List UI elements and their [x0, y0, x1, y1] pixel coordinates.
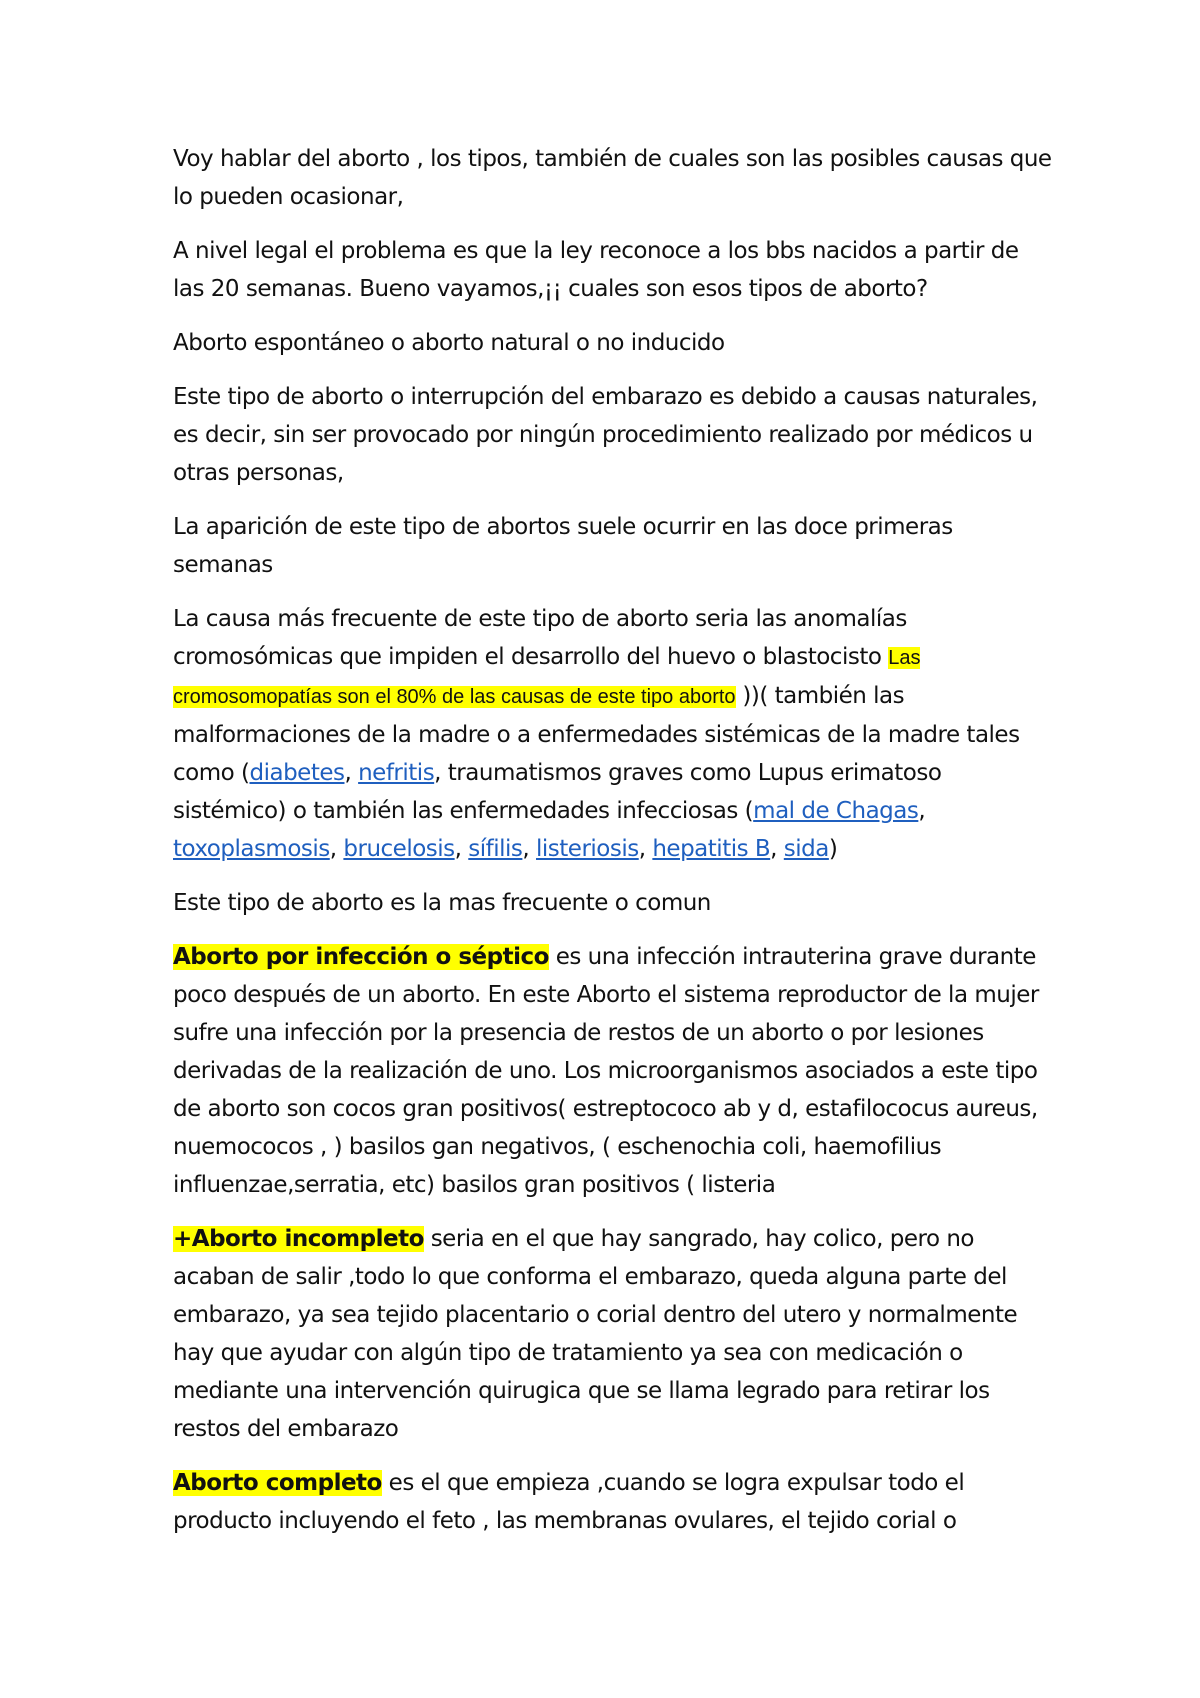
- incomplete-text: seria en el que hay sangrado, hay colico, pero no acaban de salir ,todo lo que conforma el embarazo, queda alguna parte del embarazo, ya sea tejido placentario o corial dentro del utero y normalmente hay que ayudar con algún tipo de tratamiento ya sea con medicación o mediante una intervención quirugica que se llama legrado para retirar los restos del embarazo: [173, 1226, 1018, 1442]
- separator: ,: [522, 836, 537, 862]
- separator: ,: [329, 836, 344, 862]
- paragraph-intro: Voy hablar del aborto , los tipos, también de cuales son las posibles causas que lo pueden ocasionar,: [173, 146, 1052, 210]
- causes-text-2: ))( también las malformaciones de la madre o a enfermedades sistémicas de la madre tales como (: [173, 683, 1020, 786]
- link-diabetes[interactable]: diabetes: [249, 760, 345, 786]
- paragraph-causes: [173, 600, 1053, 868]
- closing-paren: ): [828, 836, 838, 862]
- septic-text: es una infección intrauterina grave durante poco después de un aborto. En este Aborto el sistema reproductor de la mujer sufre una infección por la presencia de restos de un aborto o por lesiones derivadas de la realización de uno. Los microorganismos asociados a este tipo de aborto son cocos gran positivos( estreptococo ab y d, estafilococus aureus, nuemococos , ) basilos gan negativos, ( eschenochia coli, haemofilius influenzae,serratia, etc) basilos gran positivos ( listeria: [173, 944, 1039, 1198]
- separator: ,: [770, 836, 784, 862]
- separator: ,: [344, 760, 359, 786]
- paragraph-occurrence: La aparición de este tipo de abortos suele ocurrir en las doce primeras semanas: [173, 514, 953, 578]
- paragraph-septic: [173, 938, 1053, 1204]
- separator: ,: [638, 836, 653, 862]
- paragraph-most-common: Este tipo de aborto es la mas frecuente o comun: [173, 890, 711, 916]
- link-sifilis[interactable]: sífilis: [468, 836, 523, 862]
- paragraph-legal: A nivel legal el problema es que la ley reconoce a los bbs nacidos a partir de las 20 semanas. Bueno vayamos,¡¡ cuales son esos tipos de aborto?: [173, 238, 1019, 302]
- document-page: [173, 140, 1053, 1556]
- heading-complete-abortion: Aborto completo: [173, 1470, 382, 1496]
- link-mal-de-chagas[interactable]: mal de Chagas: [753, 798, 919, 824]
- paragraph-spontaneous-desc: Este tipo de aborto o interrupción del embarazo es debido a causas naturales, es decir, sin ser provocado por ningún procedimiento realizado por médicos u otras personas,: [173, 384, 1038, 486]
- link-nefritis[interactable]: nefritis: [358, 760, 435, 786]
- paragraph-spontaneous-title: Aborto espontáneo o aborto natural o no inducido: [173, 330, 725, 356]
- causes-text-1: La causa más frecuente de este tipo de aborto seria las anomalías cromosómicas que impiden el desarrollo del huevo o blastocisto: [173, 606, 907, 670]
- causes-text-3: , traumatismos graves como Lupus erimatoso sistémico) o también las enfermedades infecciosas (: [173, 760, 942, 824]
- link-listeriosis[interactable]: listeriosis: [536, 836, 639, 862]
- separator: ,: [454, 836, 469, 862]
- separator: ,: [918, 798, 926, 824]
- paragraph-complete: [173, 1464, 1053, 1540]
- paragraph-incomplete: [173, 1220, 1053, 1448]
- link-toxoplasmosis[interactable]: toxoplasmosis: [173, 836, 330, 862]
- link-hepatitis-b[interactable]: hepatitis B: [652, 836, 771, 862]
- link-brucelosis[interactable]: brucelosis: [343, 836, 455, 862]
- complete-text: es el que empieza ,cuando se logra expulsar todo el producto incluyendo el feto , las membranas ovulares, el tejido corial o: [173, 1470, 965, 1534]
- heading-incomplete-abortion: +Aborto incompleto: [173, 1226, 424, 1252]
- link-sida[interactable]: sida: [783, 836, 829, 862]
- heading-septic-abortion: Aborto por infección o séptico: [173, 944, 549, 970]
- highlight-chromosomopathy: Las cromosomopatías son el 80% de las causas de este tipo aborto: [173, 647, 921, 708]
